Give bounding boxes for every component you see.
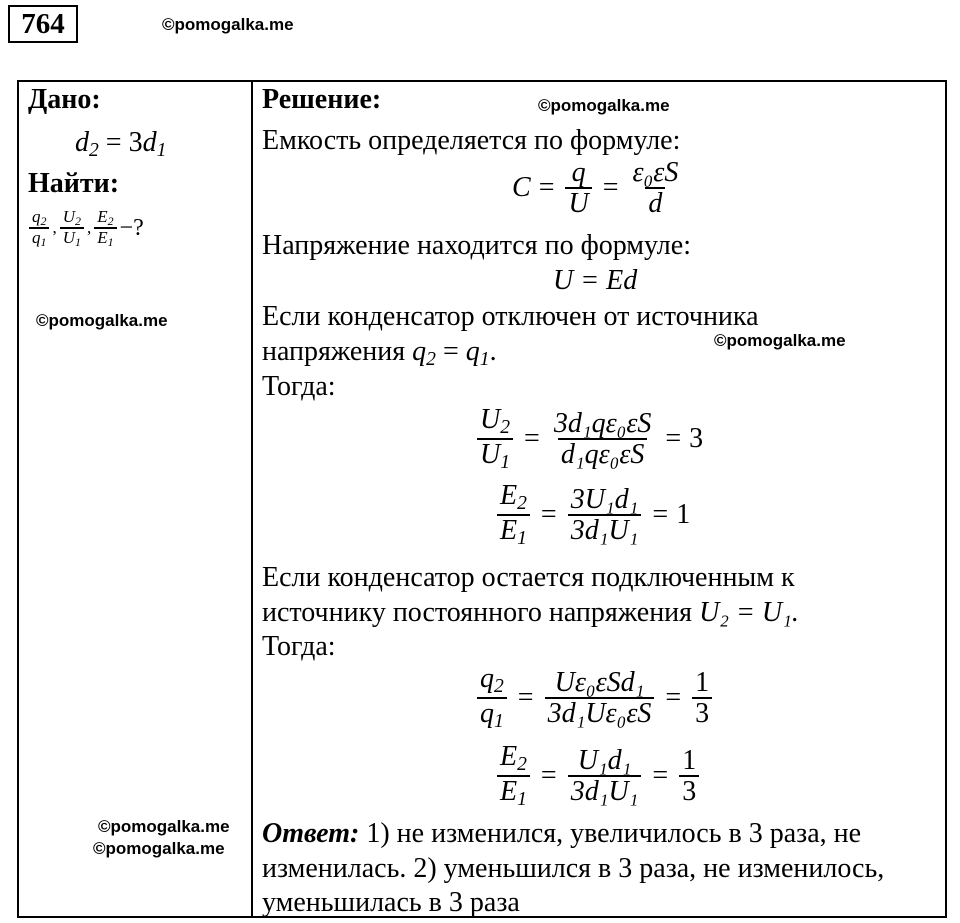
text-line: Если конденсатор остается подключенным к: [262, 562, 795, 593]
text-line: напряжения $q_2 = q_1$.: [262, 336, 497, 370]
watermark: ©pomogalka.me: [538, 96, 670, 115]
watermark: ©pomogalka.me: [162, 15, 294, 34]
voltage-ratio-equation: $\frac{U_2}{U_1}$ = $\frac{\text{3d₁qε₀εS}}{\text{d₁qε₀εS}}$ = 3: [474, 405, 703, 474]
watermark: ©pomogalka.me: [36, 311, 168, 330]
watermark: ©pomogalka.me: [714, 331, 846, 350]
solution-heading: Решение:: [262, 84, 382, 115]
answer-line: изменилась. 2) уменьшился в 3 раза, не изменилось,: [262, 853, 885, 884]
watermark: ©pomogalka.me: [93, 839, 225, 858]
charge-ratio-equation: $\frac{q_2}{q_1}$ = $\frac{\text{Uε₀εSd₁}}{\text{3d₁Uε₀εS}}$ = $\frac{1}{3}$: [474, 664, 715, 733]
text-line: Тогда:: [262, 371, 336, 402]
capacitance-formula: C = $\frac{q}{U}$ = $\frac{\text{ε₀εS}}{d}$: [512, 157, 679, 220]
field-ratio-equation: $\frac{E_2}{E_1}$ = $\frac{\text{3U₁d₁}}{\text{3d₁U₁}}$ = 1: [494, 481, 690, 550]
solution-table: [17, 80, 947, 918]
voltage-formula: U = Ed: [553, 265, 638, 296]
answer-line: уменьшилась в 3 раза: [262, 887, 520, 918]
given-condition: $d_2 = 3d_1$: [75, 127, 167, 161]
text-line: Напряжение находится по формуле:: [262, 230, 691, 261]
answer-label: Ответ:: [262, 818, 360, 849]
find-quantities: $\frac{q_2}{q_1}$ , $\frac{U_2}{U_1}$ , $\frac{E_2}{E_1}$ −?: [26, 208, 144, 249]
given-heading: Дано:: [28, 84, 101, 115]
text-line: Емкость определяется по формуле:: [262, 125, 681, 156]
text-line: источнику постоянного напряжения U₂ = U₁.: [262, 597, 799, 628]
watermark: ©pomogalka.me: [98, 817, 230, 836]
text-line: Если конденсатор отключен от источника: [262, 301, 759, 332]
column-divider: [251, 80, 253, 918]
text-line: Тогда:: [262, 631, 336, 662]
problem-number: 764: [8, 5, 78, 43]
find-heading: Найти:: [28, 168, 120, 199]
answer-line: Ответ: 1) не изменился, увеличилось в 3 раза, не: [262, 818, 862, 849]
field-ratio-equation-2: $\frac{E_2}{E_1}$ = $\frac{\text{U₁d₁}}{\text{3d₁U₁}}$ = $\frac{1}{3}$: [494, 742, 702, 811]
